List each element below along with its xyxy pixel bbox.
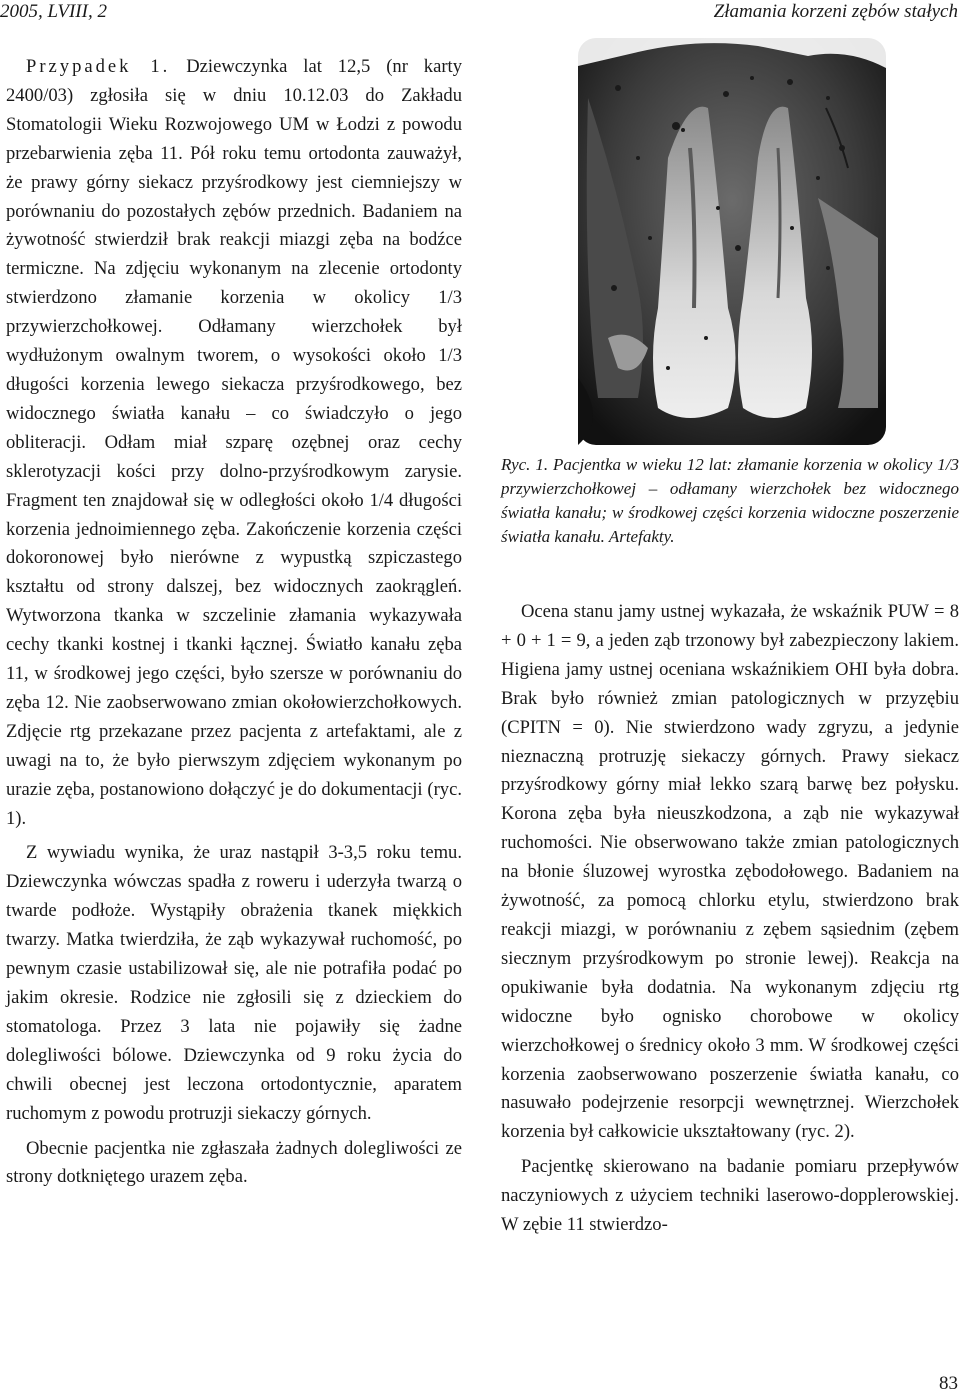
paragraph-referral: Pacjentkę skierowano na badanie pomiaru przepływów naczyniowych z użyciem techniki laserowo-dopplerowskiej. W zębie 11 stwierdzo- bbox=[501, 1156, 959, 1236]
xray-image bbox=[578, 38, 886, 445]
left-column bbox=[6, 53, 462, 1192]
paragraph-oral-assessment: Ocena stanu jamy ustnej wykazała, że wskaźnik PUW = 8 + 0 + 1 = 9, a jeden ząb trzonowy był zabezpieczony lakiem. Higiena jamy ustnej oceniana wskaźnikiem OHI była dobra. Brak było również zmian patologicznych w przyzębiu (CPITN = 0). Nie stwierdzono wady zgryzu, a jedynie nieznaczną protruzję siekaczy górnych. Prawy siekacz przyśrodkowy górny miał lekko szarą barwę bez połysku. Korona zęba była nieuszkodzona, a ząb nie wykazywał ruchomości. Nie obserwowano także zmian patologicznych na błonie śluzowej wyrostka zębodołowego. Badaniem na żywotność, za pomocą chlorku etylu, stwierdzono brak reakcji miazgi, w porównaniu z zębem sąsiednim (zębem siecznym przyśrodkowym po stronie lewej). Reakcja na opukiwanie była dodatnia. Na wykonanym zdjęciu rtg widoczne było ognisko chorobowe w okolicy wierzchołkowej o średnicy około 3 mm. W środkowej części korzenia zaobserwowano poszerzenie światła kanału, co nasuwało podejrzenie resorpcji wewnętrznej. Wierzchołek korzenia był całkowicie ukształtowany (ryc. 2). bbox=[501, 601, 959, 1143]
paragraph-current-state: Obecnie pacjentka nie zgłaszała żadnych dolegliwości ze strony dotkniętego urazem zęba. bbox=[6, 1137, 462, 1188]
page-number: 83 bbox=[939, 1373, 958, 1394]
figure-caption: Ryc. 1. Pacjentka w wieku 12 lat: złamanie korzenia w okolicy 1/3 przywierzchołkowej – odłamany wierzchołek bez widocznego światła kanału; w środkowej części korzenia widoczne poszerzenie światła kanału. Artefakty. bbox=[501, 455, 959, 546]
case-1-text: Dziewczynka lat 12,5 (nr karty 2400/03) zgłosiła się w dniu 10.12.03 do Zakładu Stomatologii Wieku Rozwojowego UM w Łodzi z powodu przebarwienia zęba 11. Pół roku temu ortodonta zauważył, że prawy górny siekacz przyśrodkowy jest ciemniejszy w porównaniu do pozostałych zębów przednich. Badaniem na żywotność stwierdził brak reakcji miazgi zęba na bodźce termiczne. Na zdjęciu wykonanym na zlecenie ortodonty stwierdzono złamanie korzenia w okolicy 1/3 przywierzchołkowej. Odłamany wierzchołek był wydłużonym owalnym tworem, o wysokości około 1/3 długości korzenia lewego siekacza przyśrodkowego, bez widocznego światła kanału – co świadczyło o jego obliteracji. Odłam miał szparę ozębnej oraz cechy sklerotyzacji kości przy dolno-przyśrodkowym zarysie. Fragment ten znajdował się w odległości około 1/4 długości korzenia jednoimiennego zęba. Zakończenie korzenia części dokoronowej było nierówne z wypustką szpiczastego kształtu od strony dalszej, bez widocznych zaokrągleń. Wytworzona tkanka w szczelinie złamania wykazywała cechy tkanki kostnej i tkanki łącznej. Światło kanału zęba 11, w środkowej jego części, było szersze w porównaniu do zęba 12. Nie zaobserwowano zmian okołowierzchołkowych. Zdjęcie rtg przekazane przez pacjenta z artefaktami, ale z uwagi na to, że było pierwszym zdjęciem wykonanym po urazie zęba, postanowiono dołączyć je do dokumentacji (ryc. 1). bbox=[6, 56, 463, 829]
right-column bbox=[501, 598, 959, 1240]
xray-radiograph bbox=[578, 38, 886, 445]
case-label: Przypadek 1. bbox=[26, 56, 171, 77]
paragraph-history: Z wywiadu wynika, że uraz nastąpił 3-3,5 roku temu. Dziewczynka wówczas spadła z roweru i uderzyła twarzą o twarde podłoże. Wystąpiły obrażenia tkanek miękkich twarzy. Matka twierdziła, że ząb wykazywał ruchomość, po pewnym czasie ustabilizował się, ale nie potrafiła podać po jakim okresie. Rodzice nie zgłosili się z dzieckiem do stomatologa. Przez 3 lata nie pojawiły się żadne dolegliwości bólowe. Dziewczynka od 9 roku życia do chwili obecnej jest leczona ortodontycznie, aparatem ruchomym z powodu protruzji siekaczy górnych. bbox=[6, 842, 462, 1124]
running-header-left: 2005, LVIII, 2 bbox=[0, 1, 107, 22]
paragraph-case-1 bbox=[6, 53, 462, 833]
running-header-right: Złamania korzeni zębów stałych bbox=[713, 1, 958, 22]
